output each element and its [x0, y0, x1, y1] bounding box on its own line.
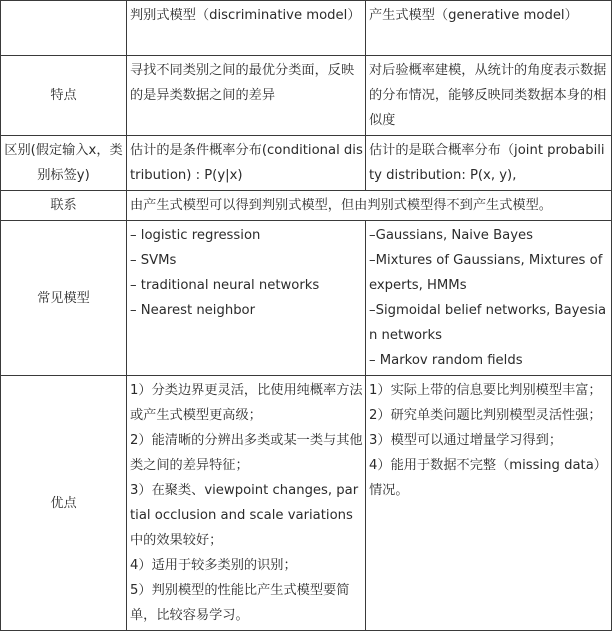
list-item: 4）适用于较多类别的识别；: [130, 558, 297, 573]
table-row-features: [1, 56, 612, 136]
list-item: 3）模型可以通过增量学习得到；: [369, 433, 563, 448]
list-item: 2）能清晰的分辨出多类或某一类与其他类之间的差异特征；: [130, 433, 363, 473]
list-item: 2）研究单类问题比判别模型灵活性强；: [369, 408, 602, 423]
row-label-common-models: 常见模型: [1, 221, 127, 376]
list-item: – traditional neural networks: [130, 278, 320, 293]
list-item: – logistic regression: [130, 228, 261, 243]
table-row-difference: [1, 136, 612, 191]
header-discriminative: 判别式模型（discriminative model）: [127, 1, 366, 56]
list-item: – Nearest neighbor: [130, 303, 256, 318]
list-item: – Markov random fields: [369, 353, 523, 368]
relation-text-line: 由产生式模型可以得到判别式模型，但由判别式模型得不到产生式模型。: [130, 198, 552, 213]
common-models-generative: [366, 221, 612, 376]
list-item: 3）在聚类、viewpoint changes, partial occlusion and scale variations中的效果较好；: [130, 483, 359, 548]
difference-generative: 估计的是联合概率分布（joint probability distribution: P(x, y),: [366, 136, 612, 191]
list-item: 5）判别模型的性能比产生式模型要简单，比较容易学习。: [130, 583, 350, 623]
header-generative: 产生式模型（generative model）: [366, 1, 612, 56]
row-label-advantages: 优点: [1, 376, 127, 631]
table-row-common-models: [1, 221, 612, 376]
list-item: 4）能用于数据不完整（missing data）情况。: [369, 458, 607, 498]
row-label-difference: 区别(假定输入x，类别标签y): [1, 136, 127, 191]
difference-discriminative: 估计的是条件概率分布(conditional distribution) : P(y|x): [127, 136, 366, 191]
common-models-discriminative: [127, 221, 366, 376]
table-row-advantages: [1, 376, 612, 631]
relation-text: [127, 191, 612, 221]
advantages-generative: [366, 376, 612, 631]
features-generative: 对后验概率建模，从统计的角度表示数据的分布情况，能够反映同类数据本身的相似度: [366, 56, 612, 136]
list-item: 1）分类边界更灵活，比使用纯概率方法或产生式模型更高级；: [130, 383, 363, 423]
list-item: –Sigmoidal belief networks, Bayesian networks: [369, 303, 607, 343]
table-row-relation: [1, 191, 612, 221]
list-item: – SVMs: [130, 253, 177, 268]
header-row: [1, 1, 612, 56]
advantages-discriminative: [127, 376, 366, 631]
features-discriminative: 寻找不同类别之间的最优分类面，反映的是异类数据之间的差异: [127, 56, 366, 136]
list-item: –Mixtures of Gaussians, Mixtures of experts, HMMs: [369, 253, 603, 293]
list-item: 1）实际上带的信息要比判别模型丰富；: [369, 383, 602, 398]
row-label-relation: 联系: [1, 191, 127, 221]
header-corner-cell: [1, 1, 127, 56]
list-item: –Gaussians, Naive Bayes: [369, 228, 533, 243]
row-label-features: 特点: [1, 56, 127, 136]
